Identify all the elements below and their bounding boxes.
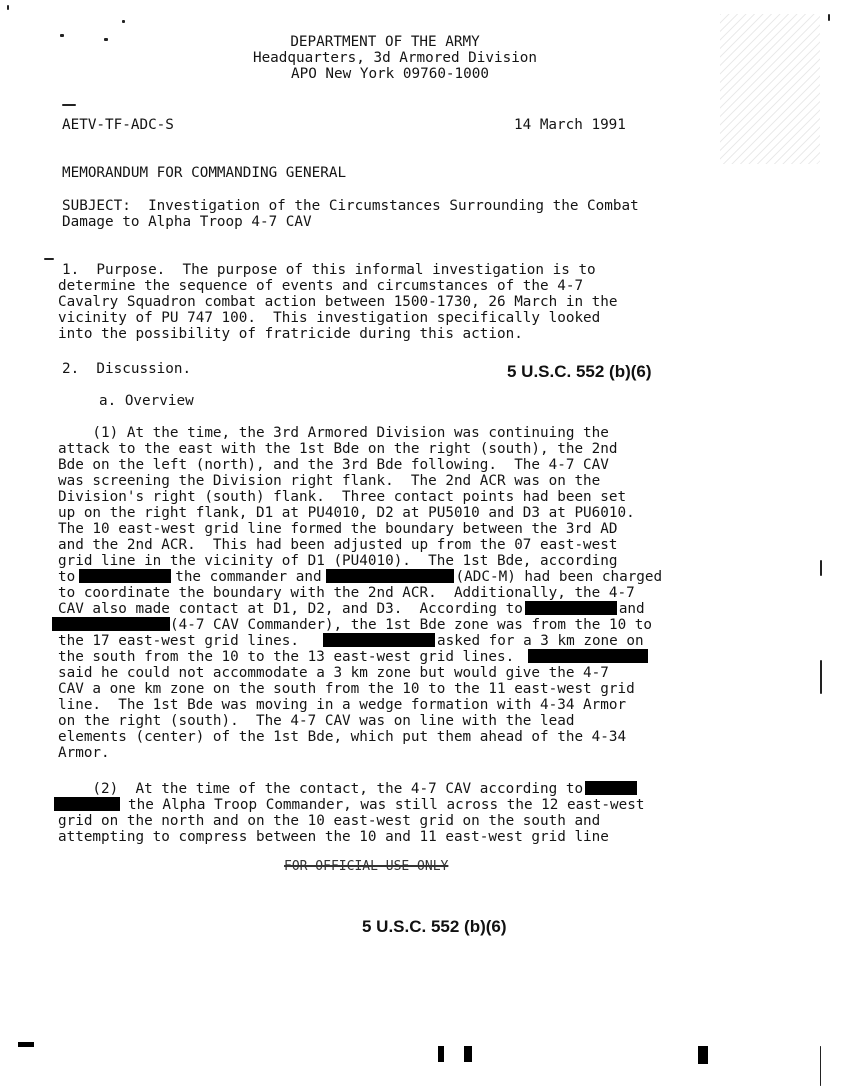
overview-heading: a. Overview — [99, 393, 194, 409]
purpose-line-5: into the possibility of fratricide during this action. — [58, 326, 523, 342]
overview-line-9: grid line in the vicinity of D1 (PU4010). The 1st Bde, according — [58, 553, 618, 569]
overview-line-16: said he could not accommodate a 3 km zone but would give the 4-7 — [58, 665, 609, 681]
scan-mark — [438, 1046, 444, 1062]
scan-speck — [62, 104, 76, 106]
overview-line-6: up on the right flank, D1 at PU4010, D2 at PU5010 and D3 at PU6010. — [58, 505, 635, 521]
overview-line-13 — [52, 617, 652, 633]
scan-speck — [820, 660, 822, 694]
text-segment: the south from the 10 to the 13 east-west grid lines. — [58, 649, 515, 665]
text-segment: (4-7 CAV Commander), the 1st Bde zone was from the 10 to — [170, 617, 653, 633]
scan-speck — [122, 20, 125, 23]
footer-fouo-marking: FOR OFFICIAL USE ONLY — [284, 859, 449, 874]
text-segment: asked for a 3 km zone on — [437, 633, 644, 649]
text-segment: the commander and — [175, 569, 322, 585]
scan-speck — [7, 5, 9, 10]
purpose-line-1: 1. Purpose. The purpose of this informal investigation is to — [62, 262, 596, 278]
text-segment: CAV also made contact at D1, D2, and D3. According to — [58, 601, 523, 617]
redaction-block — [54, 797, 120, 811]
memo-for: MEMORANDUM FOR COMMANDING GENERAL — [62, 165, 347, 181]
scan-mark — [698, 1046, 708, 1064]
purpose-line-4: vicinity of PU 747 100. This investigation specifically looked — [58, 310, 601, 326]
text-segment: (ADC-M) had been charged — [455, 569, 663, 585]
overview-line-1: (1) At the time, the 3rd Armored Division was continuing the — [58, 425, 609, 441]
text-segment: and — [618, 601, 645, 617]
footer-exemption-stamp: 5 U.S.C. 552 (b)(6) — [362, 917, 507, 936]
redaction-block — [528, 649, 648, 663]
contact-line-1 — [58, 781, 637, 797]
scan-speck — [44, 258, 54, 260]
scan-speck — [820, 560, 822, 576]
contact-line-3: grid on the north and on the 10 east-west grid on the south and — [58, 813, 601, 829]
overview-line-20: elements (center) of the 1st Bde, which put them ahead of the 4-34 — [58, 729, 627, 745]
redaction-block — [585, 781, 637, 795]
overview-line-19: on the right (south). The 4-7 CAV was on line with the lead — [58, 713, 575, 729]
overview-line-8: and the 2nd ACR. This had been adjusted up from the 07 east-west — [58, 537, 618, 553]
overview-line-11: to coordinate the boundary with the 2nd ACR. Additionally, the 4-7 — [58, 585, 635, 601]
text-segment: the Alpha Troop Commander, was still across the 12 east-west — [128, 797, 645, 813]
discussion-heading: 2. Discussion. — [62, 361, 192, 377]
scan-speck — [820, 1046, 821, 1086]
text-segment: the 17 east-west grid lines. — [58, 633, 300, 649]
overview-line-21: Armor. — [58, 745, 110, 761]
memo-date: 14 March 1991 — [514, 117, 626, 133]
scan-mark — [464, 1046, 472, 1062]
overview-line-15 — [58, 649, 648, 665]
header-headquarters: Headquarters, 3d Armored Division — [252, 50, 538, 66]
subject-line-1: SUBJECT: Investigation of the Circumstances Surrounding the Combat — [62, 198, 639, 214]
redaction-block — [525, 601, 617, 615]
redaction-block — [52, 617, 170, 631]
purpose-line-3: Cavalry Squadron combat action between 1500-1730, 26 March in the — [58, 294, 618, 310]
scan-speck — [104, 38, 108, 41]
redaction-block — [79, 569, 171, 583]
redaction-block — [326, 569, 454, 583]
overview-line-2: attack to the east with the 1st Bde on the right (south), the 2nd — [58, 441, 618, 457]
exemption-stamp: 5 U.S.C. 552 (b)(6) — [507, 362, 652, 381]
text-segment: to — [58, 569, 76, 585]
overview-line-7: The 10 east-west grid line formed the boundary between the 3rd AD — [58, 521, 618, 537]
text-segment: (2) At the time of the contact, the 4-7 CAV according to — [58, 781, 584, 797]
header-department: DEPARTMENT OF THE ARMY — [290, 34, 480, 50]
overview-line-17: CAV a one km zone on the south from the 10 to the 11 east-west grid — [58, 681, 635, 697]
overview-line-3: Bde on the left (north), and the 3rd Bde following. The 4-7 CAV — [58, 457, 609, 473]
redaction-block — [323, 633, 435, 647]
scan-speck — [60, 34, 64, 37]
overview-line-4: was screening the Division right flank. The 2nd ACR was on the — [58, 473, 601, 489]
header-apo: APO New York 09760-1000 — [291, 66, 489, 82]
overview-line-14 — [58, 633, 644, 649]
subject-line-2: Damage to Alpha Troop 4-7 CAV — [62, 214, 312, 230]
scan-mark — [18, 1042, 34, 1047]
scan-noise — [720, 14, 820, 164]
overview-line-10 — [58, 569, 662, 585]
overview-line-5: Division's right (south) flank. Three contact points had been set — [58, 489, 627, 505]
overview-line-12 — [58, 601, 645, 617]
contact-line-2 — [54, 797, 644, 813]
contact-line-4: attempting to compress between the 10 and 11 east-west grid line — [58, 829, 609, 845]
office-symbol: AETV-TF-ADC-S — [62, 117, 174, 133]
purpose-line-2: determine the sequence of events and circumstances of the 4-7 — [58, 278, 584, 294]
scan-speck — [828, 14, 830, 21]
overview-line-18: line. The 1st Bde was moving in a wedge formation with 4-34 Armor — [58, 697, 627, 713]
